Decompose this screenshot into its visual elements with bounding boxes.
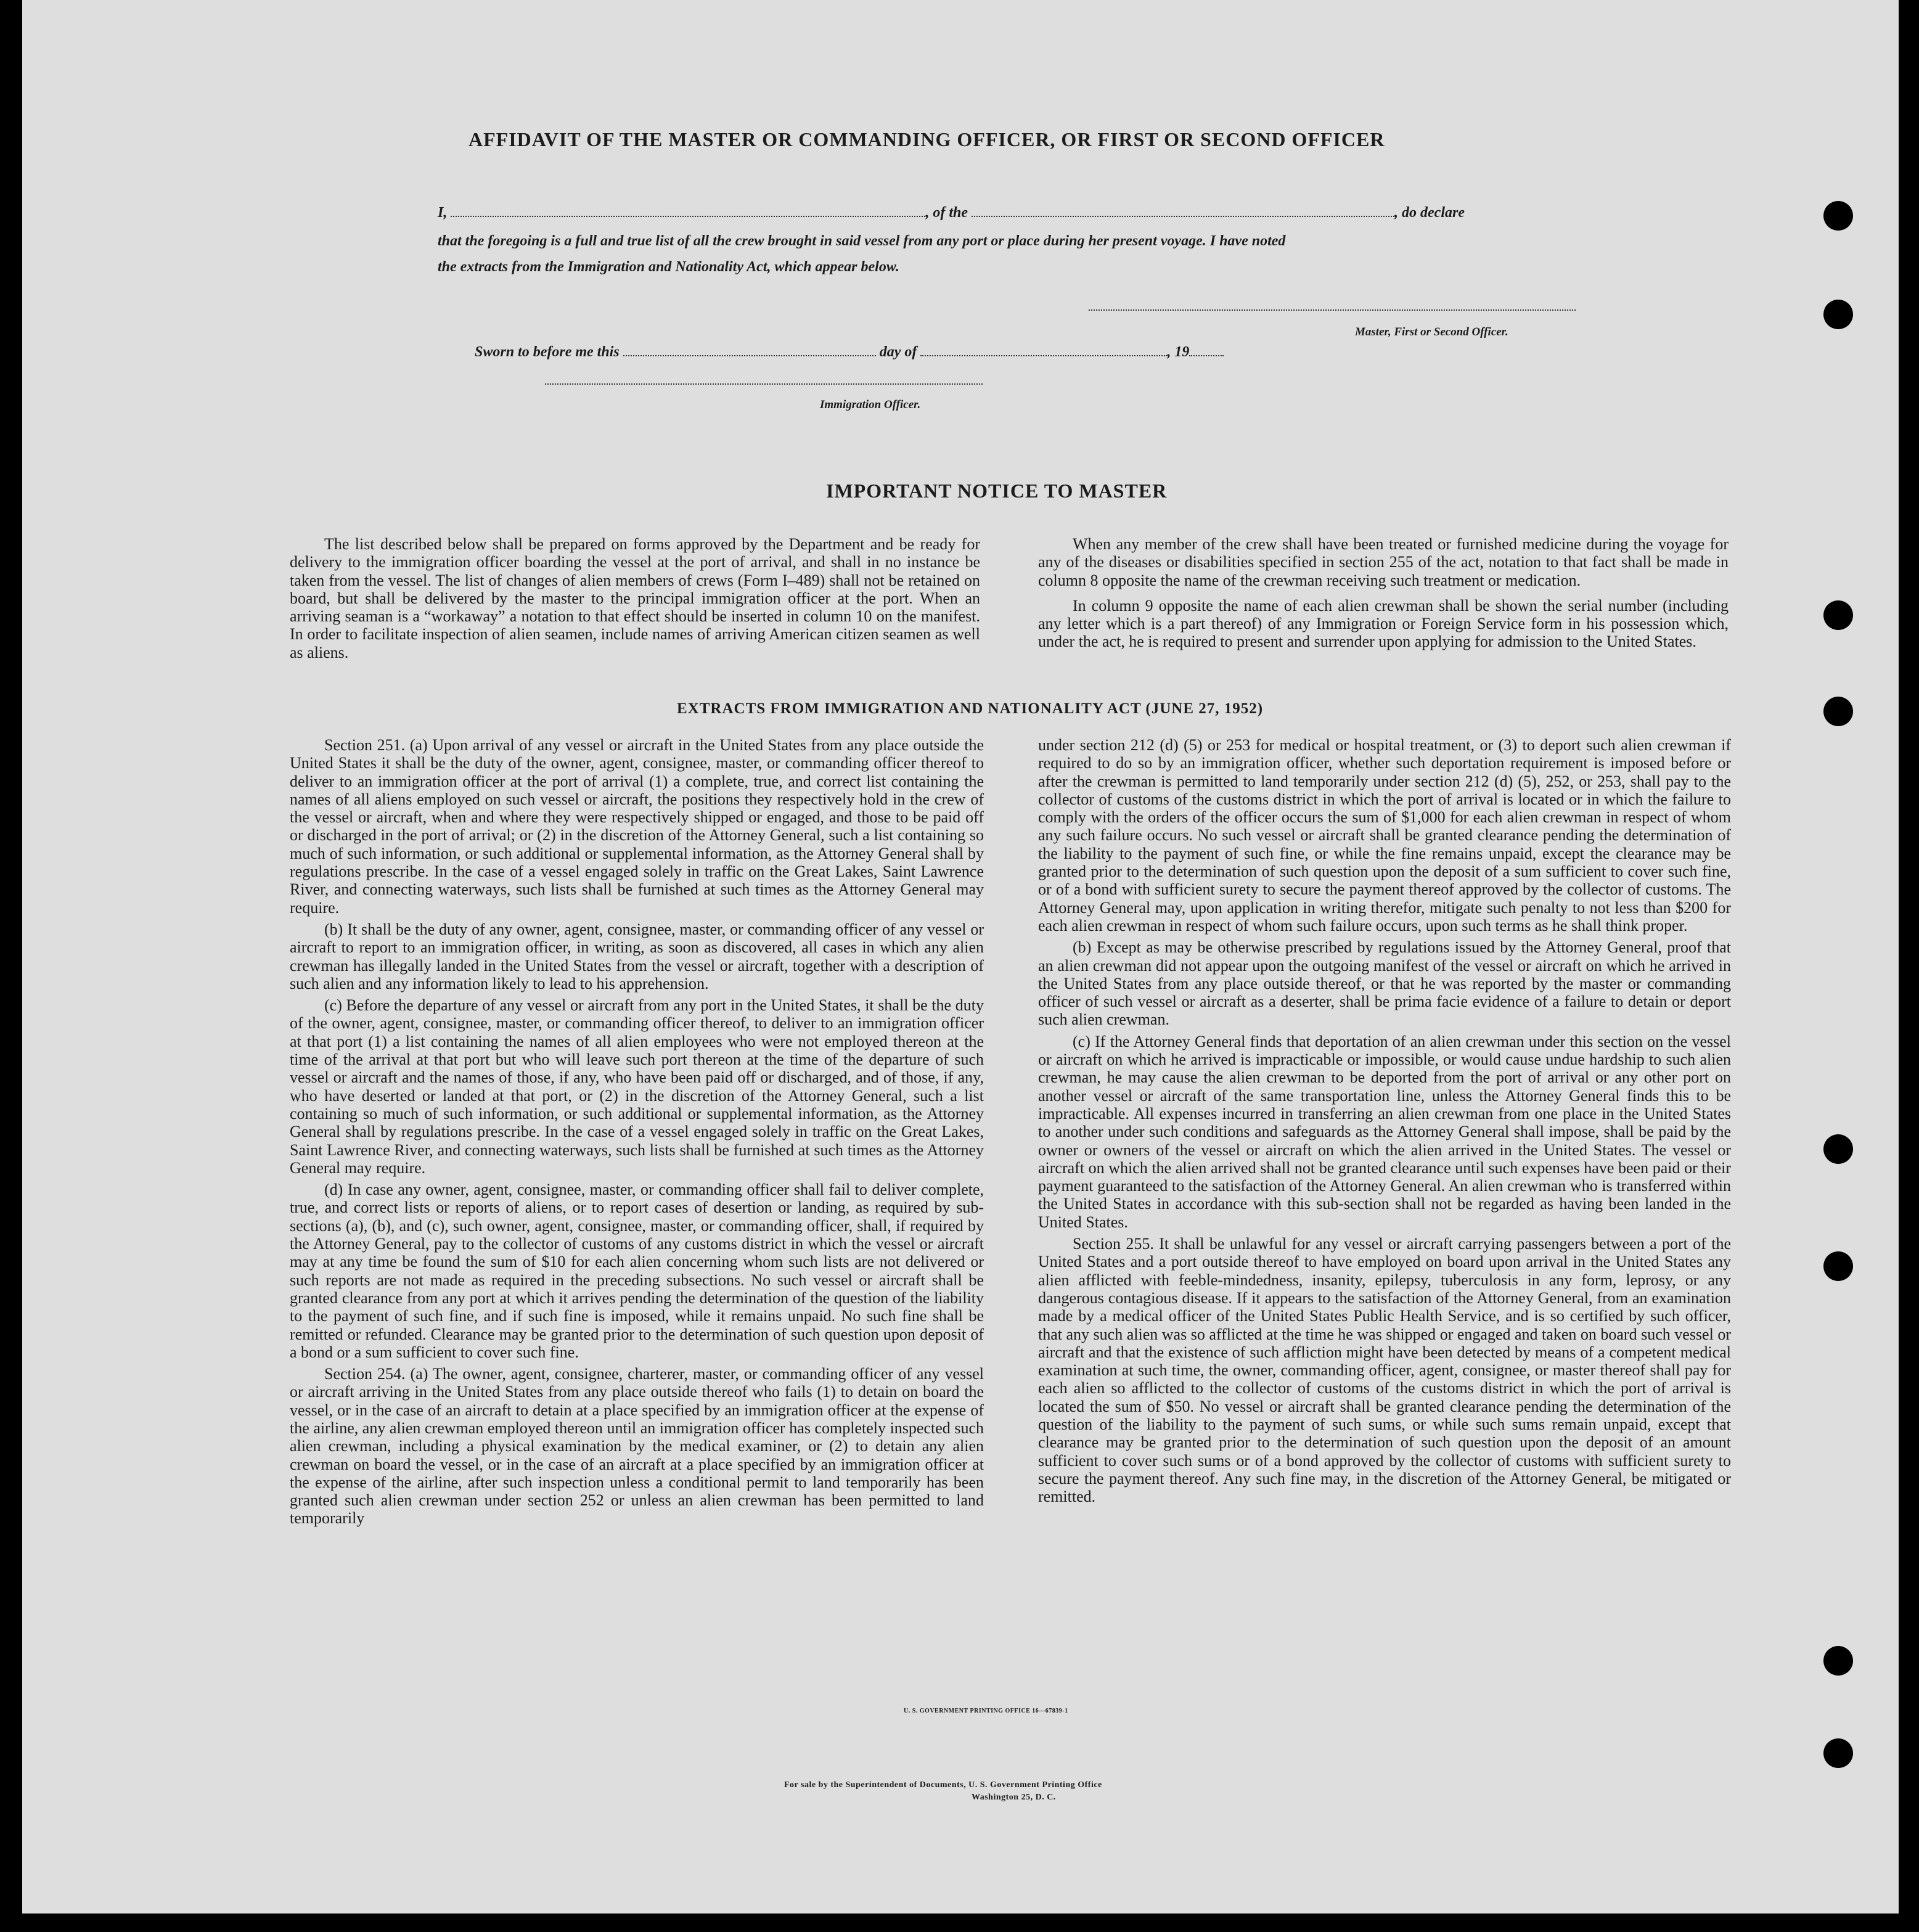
gpo-imprint: U. S. GOVERNMENT PRINTING OFFICE 16—67839-1 [904, 1708, 1068, 1714]
day-of-label: day of [879, 344, 917, 360]
sworn-label: Sworn to before me this [475, 344, 620, 360]
notice-left-column [290, 535, 980, 661]
sworn-day-blank[interactable] [623, 355, 876, 356]
punch-hole-1 [1823, 201, 1853, 231]
declarant-name-blank[interactable] [451, 216, 925, 217]
extracts-left-column [290, 736, 984, 1531]
section-251-b: (b) It shall be the duty of any owner, agent, consignee, master, or commanding officer of any vessel or aircraft to report to an immigration officer, in writing, as soon as discovered, all cases in which any alien crewman has illegally landed in the United States from the vessel or aircraft, together with a description of such alien and any information likely to lead to his apprehension. [290, 920, 984, 993]
do-declare-label: , do declare [1394, 205, 1465, 221]
sale-notice-line-2: Washington 25, D. C. [972, 1793, 1056, 1802]
punch-hole-5 [1823, 1134, 1853, 1164]
master-signature-caption: Master, First or Second Officer. [1355, 325, 1508, 338]
section-251-c: (c) Before the departure of any vessel or aircraft from any port in the United States, it shall be the duty of the owner, agent, consignee, master, or commanding officer thereof, to deliver to an immigration officer at that port (1) a list containing the names of all alien employees who were not employed thereon at the time of the arrival at that port but who will leave such port thereon at the time of the departure of such vessel or aircraft and the names of those, if any, who have been paid off or discharged, and of those, if any, who have deserted or landed at that port, or (2) in the discretion of the Attorney General, such a list containing so much of such information, or such additional or supplemental information, as the Attorney General shall by regulations prescribe. In the case of a vessel engaged solely in traffic on the Great Lakes, Saint Lawrence River, and connecting waterways, such lists shall be furnished at such times as the Attorney General may require. [290, 996, 984, 1177]
notice-right-paragraph-1: When any member of the crew shall have been treated or furnished medicine during the voyage for any of the diseases or disabilities specified in section 255 of the act, notation to that fact shall be made in column 8 opposite the name of the crewman receiving such treatment or medication. [1038, 535, 1729, 589]
punch-hole-4 [1823, 697, 1853, 726]
notice-right-column [1038, 535, 1729, 651]
immigration-officer-caption: Immigration Officer. [820, 398, 921, 411]
form-page [22, 0, 1899, 1914]
i-label: I, [438, 205, 448, 221]
year-prefix-label: , 19 [1167, 344, 1190, 360]
statement-line-2: the extracts from the Immigration and Nationality Act, which appear below. [438, 259, 899, 275]
punch-hole-6 [1823, 1251, 1853, 1281]
sworn-year-blank[interactable] [1189, 355, 1224, 356]
sworn-month-blank[interactable] [920, 355, 1167, 356]
affidavit-title: AFFIDAVIT OF THE MASTER OR COMMANDING OFFICER, OR FIRST OR SECOND OFFICER [468, 128, 1385, 150]
punch-hole-7 [1823, 1646, 1853, 1676]
section-254-a: Section 254. (a) The owner, agent, consignee, charterer, master, or commanding officer of any vessel or aircraft arriving in the United States from any place outside thereof who fails (1) to detain on board the vessel, or in the case of an aircraft to detain at a place specified by an immigration officer at the expense of the airline, any alien crewman employed thereon until an immigration officer has completely inspected such alien crewman, including a physical examination by the medical examiner, or (2) to detain any alien crewman on board the vessel, or in the case of an aircraft at a place specified by an immigration officer at the expense of the airline, after such inspection unless a conditional permit to land temporarily has been granted such alien crewman under section 252 or unless an alien crewman has been permitted to land temporarily [290, 1365, 984, 1528]
section-254-a-continued: under section 212 (d) (5) or 253 for medical or hospital treatment, or (3) to deport such alien crewman if required to do so by an immigration officer, whether such deportation requirement is imposed before or after the crewman is permitted to land temporarily under section 212 (d) (5), 252, or 253, shall pay to the collector of customs of the customs district in which the port of arrival is located or in which the failure to comply with the orders of the officer occurs the sum of $1,000 for each alien crewman in respect of whom any such failure occurs. No such vessel or aircraft shall be granted clearance pending the determination of the liability to the payment of such fine, or while the fine remains unpaid, except the clearance may be granted prior to the determination of such question upon the deposit of a sum sufficient to cover such fine, or of a bond with sufficient surety to secure the payment thereof approved by the collector of customs. The Attorney General may, upon application in writing therefor, mitigate such penalty to not less than $200 for each alien crewman in respect of whom such failure occurs, upon such terms as he shall think proper. [1038, 736, 1731, 935]
notice-left-paragraph: The list described below shall be prepared on forms approved by the Department and be ready for delivery to the immigration officer boarding the vessel at the port of arrival, and shall in no instance be taken from the vessel. The list of changes of alien members of crews (Form I–489) shall not be retained on board, but shall be delivered by the master to the principal immigration officer at the port. When an arriving seaman is a “workaway” a notation to that effect should be inserted in column 10 on the manifest. In order to facilitate inspection of alien seamen, include names of arriving American citizen seamen as well as aliens. [290, 535, 980, 661]
notice-title: IMPORTANT NOTICE TO MASTER [826, 480, 1168, 502]
section-254-b: (b) Except as may be otherwise prescribed by regulations issued by the Attorney General, proof that an alien crewman did not appear upon the outgoing manifest of the vessel or aircraft on which he arrived in the United States from any place outside thereof, or that he was reported by the master or commanding officer of such vessel or aircraft as a deserter, shall be prima facie evidence of a failure to detain or deport such alien crewman. [1038, 938, 1731, 1029]
notice-right-paragraph-2: In column 9 opposite the name of each alien crewman shall be shown the serial number (including any letter which is a part thereof) of any Immigration or Foreign Service form in his possession which, under the act, he is required to present and surrender upon applying for admission to the United States. [1038, 596, 1729, 651]
punch-hole-3 [1823, 600, 1853, 630]
of-the-label: , of the [925, 205, 968, 221]
master-signature-blank[interactable] [1089, 309, 1576, 311]
section-255: Section 255. It shall be unlawful for any vessel or aircraft carrying passengers between a port of the United States and a port outside thereof to have employed on board upon arrival in the United States any alien afflicted with feeble-mindedness, insanity, epilepsy, tuberculosis in any form, leprosy, or any dangerous contagious disease. If it appears to the satisfaction of the Attorney General, from an examination made by a medical officer of the United States Public Health Service, and is so certified by such officer, that any such alien was so afflicted at the time he was shipped or engaged and taken on board such vessel or aircraft and that the existence of such affliction might have been detected by means of a competent medical examination at such time, the owner, commanding officer, agent, consignee, or master thereof shall pay for each alien so afflicted to the collector of customs of the customs district in which the port of arrival is located the sum of $50. No vessel or aircraft shall be granted clearance pending the determination of the question of the liability to the payment of such sums, or while such sums remain unpaid, except that clearance may be granted prior to the determination of such question upon the deposit of an amount sufficient to cover such sums or of a bond approved by the collector of customs with sufficient surety to secure the payment thereof. Any such fine may, in the discretion of the Attorney General, be mitigated or remitted. [1038, 1235, 1731, 1506]
sworn-line [475, 344, 1224, 361]
vessel-name-blank[interactable] [972, 216, 1394, 217]
section-251-a: Section 251. (a) Upon arrival of any vessel or aircraft in the United States from any place outside the United States it shall be the duty of the owner, agent, consignee, master, or commanding officer thereof to deliver to an immigration officer at the port of arrival (1) a complete, true, and correct list containing the names of all aliens employed on such vessel or aircraft, the positions they respectively hold in the crew of the vessel or aircraft, when and where they were respectively shipped or engaged, and those to be paid off or discharged in the port of arrival; or (2) in the discretion of the Attorney General, such a list containing so much of such information, or such additional or supplemental information, as the Attorney General shall by regulations prescribe. In the case of a vessel engaged solely in traffic on the Great Lakes, Saint Lawrence River, and connecting waterways, such lists shall be furnished at such times as the Attorney General may require. [290, 736, 984, 917]
statement-line-1: that the foregoing is a full and true list of all the crew brought in said vessel from any port or place during her present voyage. I have noted [438, 233, 1286, 249]
extracts-title: EXTRACTS FROM IMMIGRATION AND NATIONALITY ACT (JUNE 27, 1952) [677, 700, 1264, 717]
sale-notice-line-1: For sale by the Superintendent of Documents, U. S. Government Printing Office [784, 1780, 1102, 1790]
immigration-officer-signature-blank[interactable] [545, 383, 983, 385]
punch-hole-2 [1823, 300, 1853, 329]
extracts-right-column [1038, 736, 1731, 1509]
section-251-d: (d) In case any owner, agent, consignee, master, or commanding officer shall fail to deliver complete, true, and correct lists or reports of aliens, or to report cases of desertion or landing, as required by sub-sections (a), (b), and (c), such owner, agent, consignee, master, or commanding officer, shall, if required by the Attorney General, pay to the collector of customs of any customs district in which the vessel or aircraft may at any time be found the sum of $10 for each alien concerning whom such lists are not delivered or such reports are not made as required in the preceding subsections. No such vessel or aircraft shall be granted clearance from any port at which it arrives pending the determination of the question of the liability to the payment of such fine, and if such fine is imposed, while it remains unpaid. No such fine shall be remitted or refunded. Clearance may be granted prior to the determination of such question upon deposit of a bond or a sum sufficient to cover such fine. [290, 1181, 984, 1361]
declaration-line [438, 205, 1465, 221]
punch-hole-8 [1823, 1738, 1853, 1768]
section-254-c: (c) If the Attorney General finds that deportation of an alien crewman under this section on the vessel or aircraft on which he arrived is impracticable or impossible, or would cause undue hardship to such alien crewman, he may cause the alien crewman to be deported from the port of arrival or any other port on another vessel or aircraft of the same transportation line, unless the Attorney General finds this to be impracticable. All expenses incurred in transferring an alien crewman from one place in the United States to another under such conditions and safeguards as the Attorney General shall impose, shall be paid by the owner or owners of the vessel or aircraft on which the alien arrived in the United States. The vessel or aircraft on which the alien arrived shall not be granted clearance until such expenses have been paid or their payment guaranteed to the satisfaction of the Attorney General. An alien crewman who is transferred within the United States in accordance with this sub-section shall not be regarded as having been landed in the United States. [1038, 1032, 1731, 1231]
